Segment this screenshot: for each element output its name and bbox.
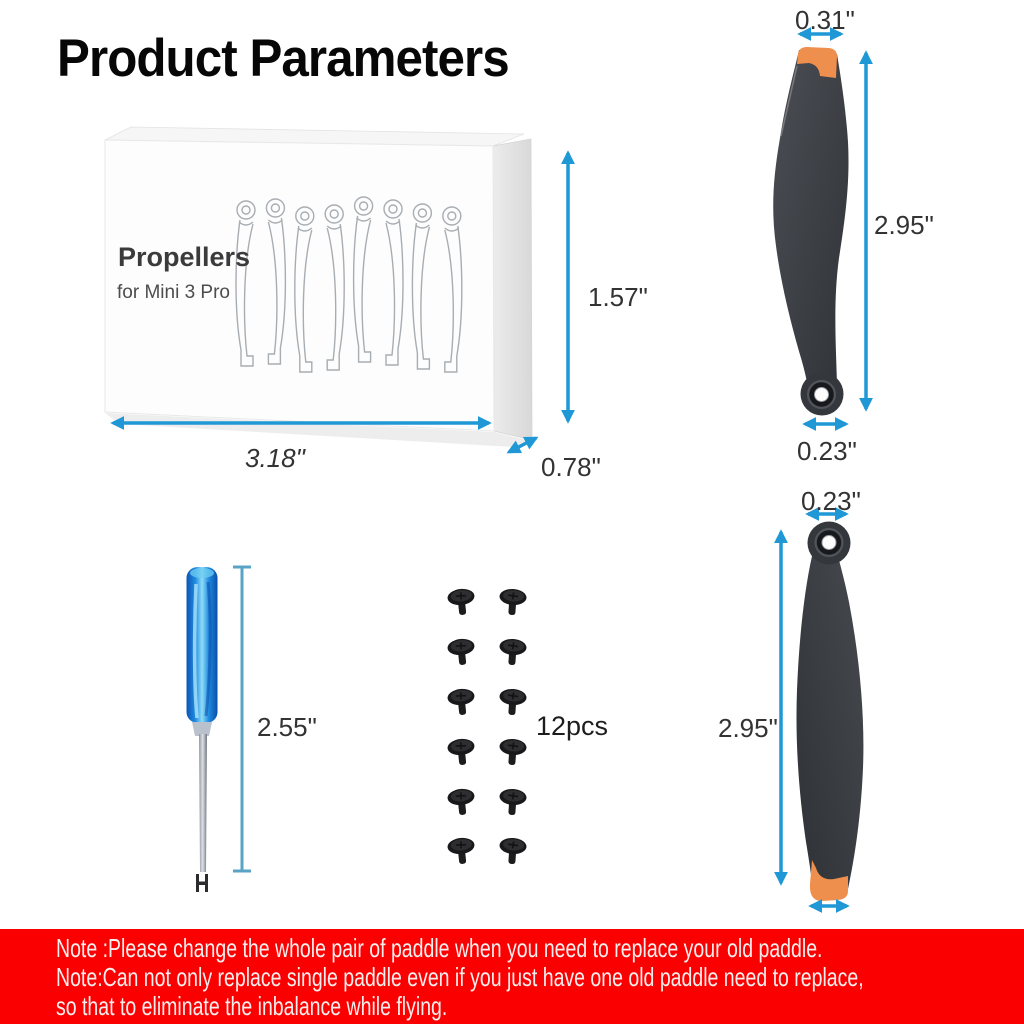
- screw: [447, 638, 477, 667]
- screwdriver-graphic: [187, 567, 252, 892]
- box-product-subtitle: for Mini 3 Pro: [117, 282, 230, 303]
- screw: [498, 638, 527, 666]
- note-banner: [0, 929, 1024, 1024]
- screw: [498, 788, 527, 816]
- screws-graphic: [447, 588, 527, 866]
- propeller-top-tip-width-label: 0.31": [795, 5, 855, 35]
- note-line-1: Note :Please change the whole pair of paddle when you need to replace your old paddle.: [56, 933, 823, 963]
- box-width-label: 3.18": [245, 443, 305, 473]
- screwdriver-dimension-line-icon: [233, 567, 251, 871]
- propeller-top-graphic: [773, 34, 866, 424]
- propeller-top-length-label: 2.95": [874, 210, 934, 240]
- screwdriver-phillips-tip: [196, 874, 208, 892]
- box-height-label: 1.57": [588, 282, 648, 312]
- screws-count-label: 12pcs: [536, 711, 609, 741]
- screw: [447, 837, 477, 866]
- screw: [447, 688, 477, 717]
- propeller-top-root-width-label: 0.23": [797, 436, 857, 466]
- box-product-name: Propellers: [118, 242, 251, 272]
- screw: [498, 837, 527, 865]
- screw: [447, 788, 477, 817]
- page-title: Product Parameters: [57, 29, 509, 88]
- box-depth-label: 0.78": [541, 452, 601, 482]
- screw: [447, 738, 477, 767]
- screwdriver-length-label: 2.55": [257, 712, 317, 742]
- propeller-bottom-length-label: 2.95": [718, 713, 778, 743]
- note-line-3: so that to eliminate the inbalance while flying.: [56, 991, 448, 1021]
- screw: [447, 588, 477, 617]
- screw: [498, 738, 527, 766]
- screw: [498, 688, 527, 716]
- propeller-bottom-graphic: [781, 514, 863, 906]
- screw: [498, 588, 527, 616]
- note-line-2: Note:Can not only replace single paddle even if you just have one old paddle need to replace,: [56, 962, 864, 992]
- propeller-bottom-root-width-label: 0.23": [801, 486, 861, 516]
